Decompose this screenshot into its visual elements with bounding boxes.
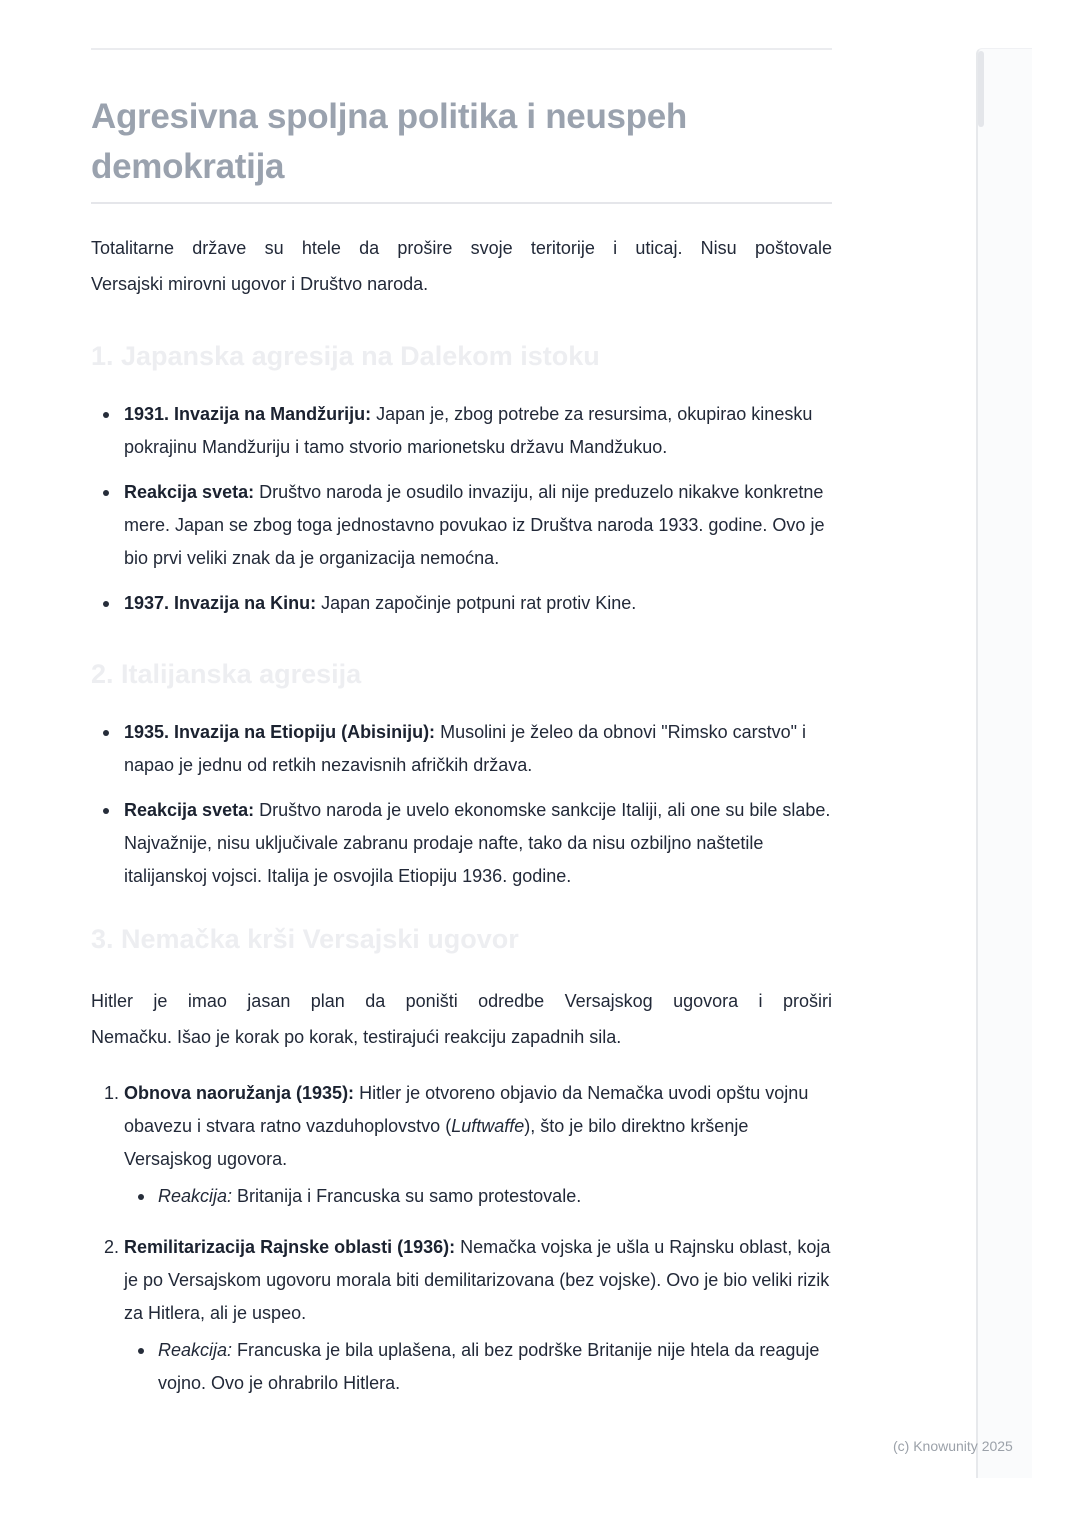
list-item	[91, 794, 832, 893]
sub-list-item	[124, 1334, 832, 1400]
bullet-marker	[103, 490, 109, 496]
item-lead: Reakcija sveta:	[124, 482, 255, 502]
list-item-text	[124, 476, 832, 575]
list-item-text	[124, 587, 832, 620]
item-body: Hitler je otvoreno objavio da Nemačka uvodi opštu vojnu obavezu i stvara ratno vazduhoplovstvo (	[124, 1083, 809, 1136]
sub-item-body: Francuska je bila uplašena, ali bez podrške Britanije nije htela da reaguje vojno. Ovo je ohrabrilo Hitlera.	[158, 1340, 820, 1393]
list-item	[91, 716, 832, 782]
list-item-text	[124, 716, 832, 782]
sub-item-text	[158, 1334, 832, 1400]
bullet-marker	[138, 1348, 144, 1354]
item-lead: Reakcija sveta:	[124, 800, 255, 820]
list-item	[91, 587, 832, 620]
bullet-marker	[103, 601, 109, 607]
sub-item-label: Reakcija:	[158, 1186, 233, 1206]
list-item	[91, 398, 832, 464]
item-body: Društvo naroda je osudilo invaziju, ali nije preduzelo nikakve konkretne mere. Japan se zbog toga jednostavno povukao iz Društva naroda 1933. godine. Ovo je bio prvi veliki znak da je organizacija nemoćna.	[124, 482, 825, 568]
paragraph-line: Nemačku. Išao je korak po korak, testirajući reakciju zapadnih sila.	[91, 1027, 622, 1047]
bullet-marker	[103, 730, 109, 736]
item-lead: Remilitarizacija Rajnske oblasti (1936):	[124, 1237, 456, 1257]
bullet-marker	[103, 412, 109, 418]
list-item	[91, 476, 832, 575]
section-3-numbered-list	[91, 1077, 832, 1400]
item-lead: 1935. Invazija na Etiopiju (Abisiniju):	[124, 722, 436, 742]
item-lead: 1931. Invazija na Mandžuriju:	[124, 404, 372, 424]
list-item-text	[124, 1077, 832, 1213]
list-item-text	[124, 1231, 832, 1400]
paragraph-line: Versajski mirovni ugovor i Društvo naroda.	[91, 274, 429, 294]
item-body: Japan započinje potpuni rat protiv Kine.	[321, 593, 637, 613]
section-1-heading: 1. Japanska agresija na Dalekom istoku	[91, 341, 600, 371]
sub-item-body: Britanija i Francuska su samo protestovale.	[237, 1186, 582, 1206]
sub-item-text	[158, 1180, 832, 1213]
scrollbar-thumb[interactable]	[978, 51, 984, 127]
list-item-text	[124, 794, 832, 893]
sub-list-item	[124, 1180, 832, 1213]
item-number: 2.	[104, 1237, 120, 1257]
sub-item-label: Reakcija:	[158, 1340, 233, 1360]
section-3-paragraph	[91, 983, 832, 1055]
top-divider	[91, 48, 832, 50]
item-body: Musolini je želeo da obnovi "Rimsko carstvo" i napao je jednu od retkih nezavisnih afričkih država.	[124, 722, 807, 775]
numbered-item	[91, 1231, 832, 1400]
paragraph-line: Totalitarne države su htele da prošire svoje teritorije i uticaj. Nisu poštovale	[91, 238, 832, 258]
intro-paragraph	[91, 230, 832, 302]
page-title: Agresivna spoljna politika i neuspeh demokratija	[91, 97, 688, 186]
item-body: ), što je bilo direktno kršenje Versajskog ugovora.	[124, 1116, 749, 1169]
item-body: Nemačka vojska je ušla u Rajnsku oblast, koja je po Versajskom ugovoru morala biti demilitarizovana (bez vojske). Ovo je bio veliki rizik za Hitlera, ali je uspeo.	[124, 1237, 831, 1323]
section-3-heading: 3. Nemačka krši Versajski ugovor	[91, 924, 519, 954]
sub-bullet-list	[124, 1180, 832, 1213]
item-body-italic: Luftwaffe	[451, 1116, 525, 1136]
bullet-marker	[138, 1194, 144, 1200]
document-content	[91, 0, 832, 1400]
paragraph-line: Hitler je imao jasan plan da poništi odredbe Versajskog ugovora i proširi	[91, 991, 832, 1011]
section-2-heading: 2. Italijanska agresija	[91, 659, 362, 689]
numbered-item	[91, 1077, 832, 1213]
copyright-watermark: (c) Knowunity 2025	[893, 1438, 1013, 1454]
bullet-marker	[103, 808, 109, 814]
item-lead: Obnova naoružanja (1935):	[124, 1083, 355, 1103]
item-body: Japan je, zbog potrebe za resursima, okupirao kinesku pokrajinu Mandžuriju i tamo stvorio marionetsku državu Mandžukuo.	[124, 404, 813, 457]
item-body: Društvo naroda je uvelo ekonomske sankcije Italiji, ali one su bile slabe. Najvažnije, nisu uključivale zabranu prodaje nafte, tako da nisu ozbiljno naštetile italijanskoj vojsci. Italija je osvojila Etiopiju 1936. godine.	[124, 800, 831, 886]
section-1-bullet-list	[91, 398, 832, 620]
list-item-text	[124, 398, 832, 464]
item-lead: 1937. Invazija na Kinu:	[124, 593, 317, 613]
scrollbar-track[interactable]	[976, 48, 1032, 1478]
sub-bullet-list	[124, 1334, 832, 1400]
title-divider	[91, 202, 832, 204]
section-2-bullet-list	[91, 716, 832, 893]
item-number: 1.	[104, 1083, 120, 1103]
